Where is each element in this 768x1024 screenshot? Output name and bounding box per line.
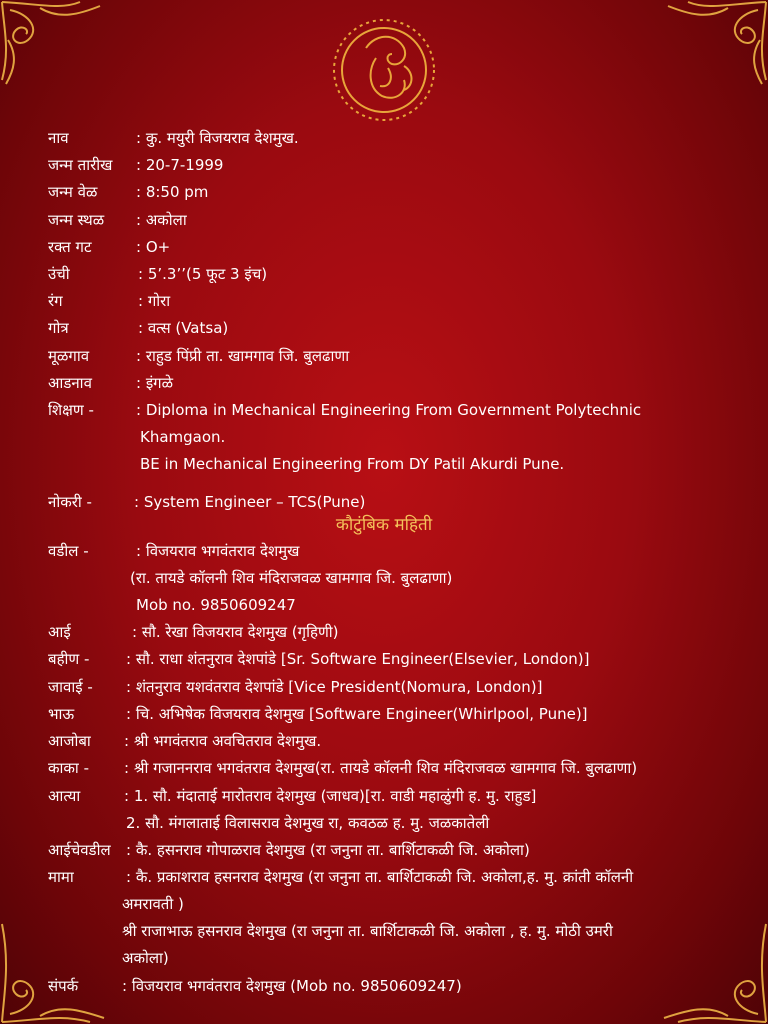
field-label: बहीण - [48, 650, 90, 668]
field-label: जावाई - [48, 678, 93, 696]
floral-corner-ornament-icon [658, 914, 768, 1024]
ganesh-emblem-icon [316, 8, 452, 128]
family-info-heading: कौटुंबिक महिती [335, 515, 433, 535]
field-label: नाव [48, 129, 69, 147]
field-value: 2. सौ. मंगलाताई विलासराव देशमुख रा, कवठळ ह. मु. जळकातेली [126, 814, 490, 832]
field-value: : श्री भगवंतराव अवचितराव देशमुख. [124, 732, 322, 750]
field-value: श्री राजाभाऊ हसनराव देशमुख (रा जनुना ता. बार्शिटाकळी जि. अकोला , ह. मु. मोठी उमरी [122, 922, 613, 940]
field-value: BE in Mechanical Engineering From DY Patil Akurdi Pune. [140, 455, 565, 473]
field-value: : कु. मयुरी विजयराव देशमुख. [136, 129, 299, 147]
field-label: शिक्षण - [48, 401, 94, 419]
field-label: आई [48, 623, 71, 641]
field-label: जन्म तारीख [48, 156, 113, 174]
floral-corner-ornament-icon [648, 0, 768, 90]
field-value: : विजयराव भगवंतराव देशमुख (Mob no. 9850609247) [122, 977, 462, 995]
field-value: : 8:50 pm [136, 183, 209, 201]
floral-corner-ornament-icon [0, 914, 110, 1024]
field-value: : सौ. रेखा विजयराव देशमुख (गृहिणी) [132, 623, 339, 641]
field-label: गोत्र [48, 319, 69, 337]
field-value: : इंगळे [136, 374, 174, 392]
field-label: मूळगाव [48, 347, 90, 365]
field-value: (रा. तायडे कॉलनी शिव मंदिराजवळ खामगाव जि. बुलढाणा) [130, 569, 453, 587]
field-value: : गोरा [138, 292, 171, 310]
field-value: अकोला) [122, 949, 169, 967]
field-label: जन्म स्थळ [48, 211, 105, 229]
field-label: आत्या [48, 787, 81, 805]
field-value: Khamgaon. [140, 428, 226, 446]
field-value: : चि. अभिषेक विजयराव देशमुख [Software Engineer(Whirlpool, Pune)] [126, 705, 588, 723]
field-value: : शंतनुराव यशवंतराव देशपांडे [Vice President(Nomura, London)] [126, 678, 543, 696]
field-value: : 1. सौ. मंदाताई मारोतराव देशमुख (जाधव)[रा. वाडी महाळुंगी ह. मु. राहुड] [124, 787, 537, 805]
field-value: : राहुड पिंप्री ता. खामगाव जि. बुलढाणा [136, 347, 350, 365]
field-label: आजोबा [48, 732, 91, 750]
field-label: आईचेवडील [48, 841, 111, 859]
field-label: वडील - [48, 542, 89, 560]
field-label: काका - [48, 759, 89, 777]
field-value: : O+ [136, 238, 171, 256]
field-label: जन्म वेळ [48, 183, 98, 201]
field-value: : कै. हसनराव गोपाळराव देशमुख (रा जनुना ता. बार्शिटाकळी जि. अकोला) [126, 841, 530, 859]
field-label: नोकरी - [48, 493, 92, 511]
field-value: Mob no. 9850609247 [136, 596, 296, 614]
field-value: : Diploma in Mechanical Engineering From Government Polytechnic [136, 401, 642, 419]
field-label: रक्त गट [48, 238, 92, 256]
field-value: अमरावती ) [122, 895, 184, 913]
field-label: भाऊ [48, 705, 75, 723]
field-value: : System Engineer – TCS(Pune) [134, 493, 366, 511]
field-value: : अकोला [136, 211, 187, 229]
field-label: आडनाव [48, 374, 92, 392]
field-value: : कै. प्रकाशराव हसनराव देशमुख (रा जनुना ता. बार्शिटाकळी जि. अकोला,ह. मु. क्रांती कॉलनी [126, 868, 634, 886]
floral-corner-ornament-icon [0, 0, 120, 90]
field-value: : विजयराव भगवंतराव देशमुख [136, 542, 300, 560]
field-label: मामा [48, 868, 74, 886]
field-label: उंची [48, 265, 70, 283]
field-label: संपर्क [48, 977, 79, 995]
field-value: : श्री गजाननराव भगवंतराव देशमुख(रा. तायडे कॉलनी शिव मंदिराजवळ खामगाव जि. बुलढाणा) [124, 759, 638, 777]
field-value: : 20-7-1999 [136, 156, 224, 174]
field-value: : सौ. राधा शंतनुराव देशपांडे [Sr. Software Engineer(Elsevier, London)] [126, 650, 590, 668]
field-value: : वत्स (Vatsa) [138, 319, 229, 337]
field-label: रंग [48, 292, 63, 310]
field-value: : 5’.3’’(5 फूट 3 इंच) [138, 265, 268, 283]
